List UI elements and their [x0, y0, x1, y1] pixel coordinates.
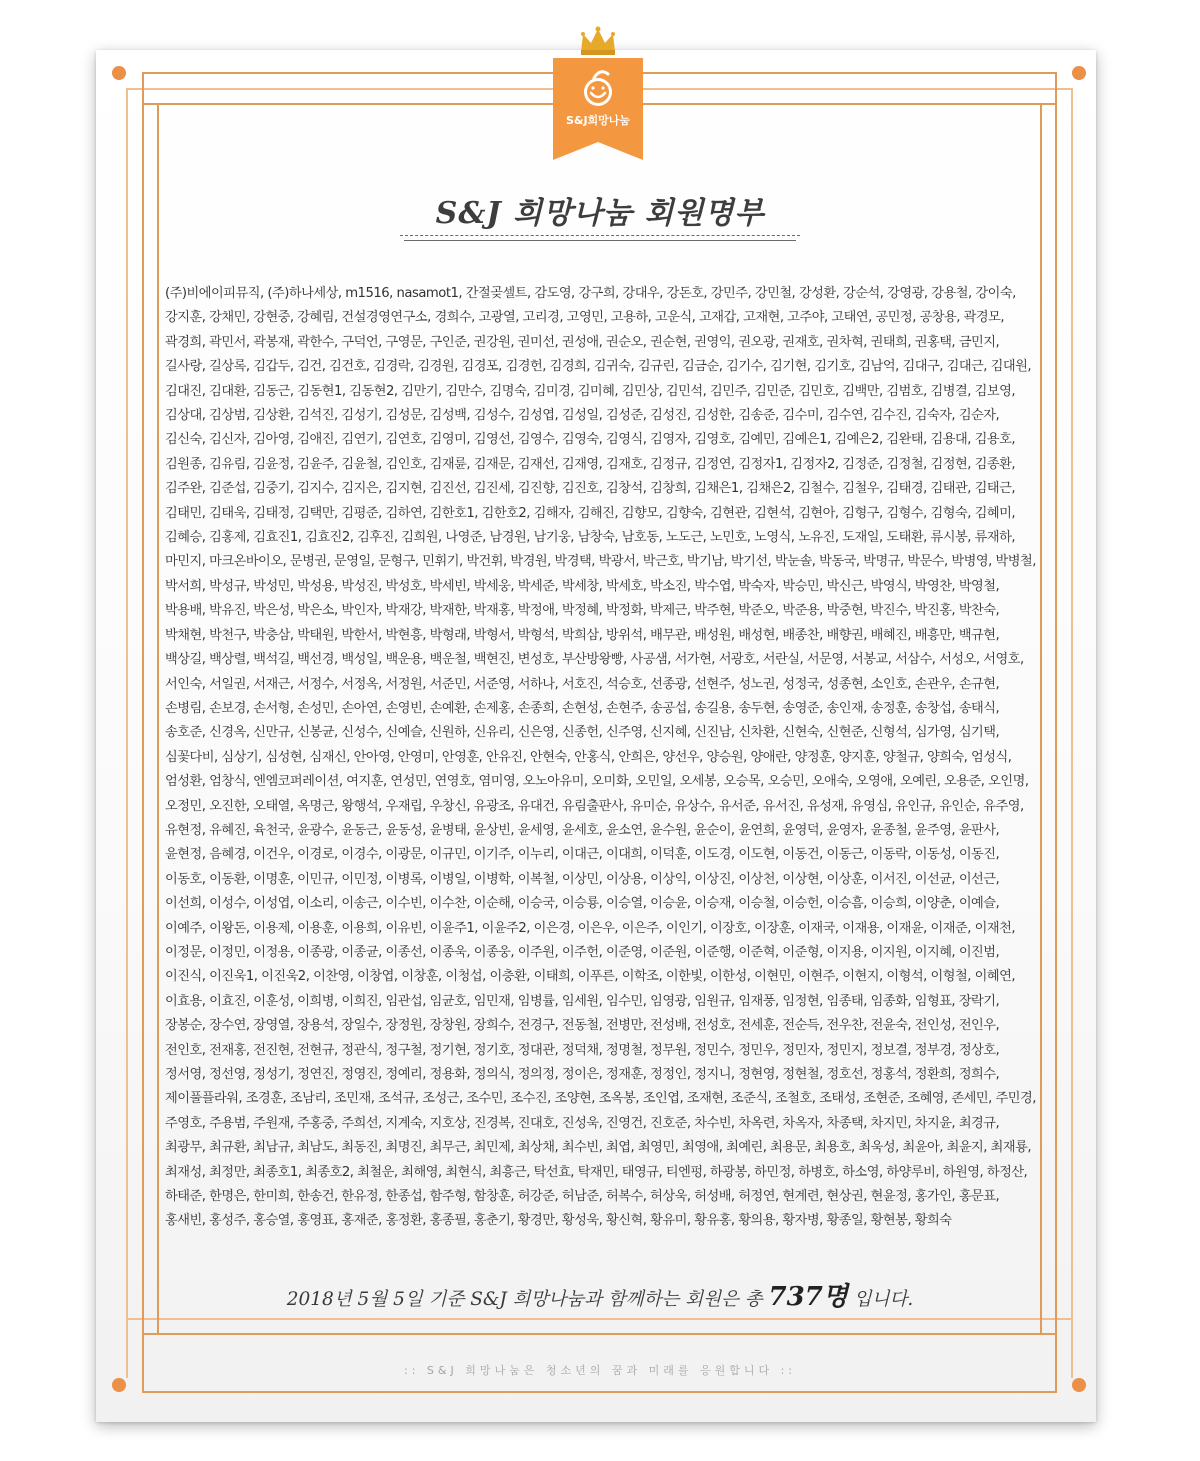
corner-ornament-icon	[112, 1378, 126, 1392]
brand-name: S&J희망나눔	[565, 114, 631, 127]
corner-ornament-icon	[112, 66, 126, 80]
footer-slogan: :: S&J 희망나눔은 청소년의 꿈과 미래를 응원합니다 ::	[404, 1364, 796, 1377]
summary-suffix: 입니다.	[847, 1289, 914, 1310]
member-summary	[165, 1276, 1035, 1313]
member-count: 737명	[768, 1282, 848, 1312]
crown-icon	[579, 26, 617, 56]
brand-badge-ribbon	[553, 142, 643, 160]
summary-prefix: 2018년 5월 5일 기준 S&J 희망나눔과 함께하는 회원은 총	[286, 1289, 769, 1310]
title-divider	[400, 235, 800, 236]
page-title: S&J 희망나눔 회원명부	[435, 196, 765, 231]
corner-ornament-icon	[1072, 66, 1086, 80]
smiling-face-logo-icon	[574, 66, 622, 110]
member-list: (주)비에이피뮤직, (주)하나세상, m1516, nasamot1, 간절곶셀트, 감도영, 강구희, 강대우, 강돈호, 강민주, 강민철, 강성환, 강순석, 강영광, 강용철, 강이숙, 강지훈, 강채민, 강현중, 강혜림, 건설경영연구소, 경희수, 고광열, 고리경, 고영민, 고용하, 고운식, 고재갑, 고재현, 고주야, 고태연, 공민정, 공창용, 곽경모, 곽경희, 곽민서, 곽봉재, 곽한수, 구덕언, 구영문, 구인준, 권강원, 권미선, 권성애, 권순오, 권순현, 권영익, 권오광, 권재호, 권차혁, 권태희, 권홍택, 금민지, 길사랑, 길상록, 김갑두, 김건, 김건호, 김경락, 김경원, 김경포, 김경헌, 김경희, 김귀숙, 김규린, 김금순, 김기수, 김기현, 김기호, 김남억, 김대구, 김대근, 김대원, 김대진, 김대환, 김동근, 김동현1, 김동현2, 김만기, 김만수, 김명숙, 김미경, 김미혜, 김민상, 김민석, 김민주, 김민준, 김민호, 김백만, 김범호, 김병결, 김보영, 김상대, 김상범, 김상환, 김석진, 김성기, 김성문, 김성백, 김성수, 김성엽, 김성일, 김성준, 김성진, 김성한, 김송준, 김수미, 김수연, 김수진, 김숙자, 김순자, 김신숙, 김신자, 김아영, 김애진, 김연기, 김연호, 김영미, 김영선, 김영수, 김영숙, 김영식, 김영자, 김영호, 김예민, 김예은1, 김예은2, 김완태, 김용대, 김용호, 김원종, 김유림, 김윤정, 김윤주, 김윤철, 김인호, 김재륜, 김재문, 김재선, 김재영, 김재호, 김정규, 김정연, 김정자1, 김정자2, 김정준, 김정철, 김정현, 김종환, 김주완, 김준섭, 김중기, 김지수, 김지은, 김지현, 김진선, 김진세, 김진향, 김진호, 김창석, 김창희, 김채은1, 김채은2, 김철수, 김철우, 김태경, 김태관, 김태근, 김태민, 김태욱, 김태정, 김택만, 김평준, 김하연, 김한호1, 김한호2, 김해자, 김해진, 김향모, 김향숙, 김현관, 김현석, 김현아, 김형구, 김형수, 김형숙, 김혜미, 김혜승, 김홍제, 김효진1, 김효진2, 김후진, 김희원, 나영준, 남경원, 남기웅, 남창숙, 남호동, 노도근, 노민호, 노영식, 노유진, 도재일, 도태환, 류시봉, 류재하, 마민지, 마크온바이오, 문병권, 문영일, 문형구, 민휘기, 박건휘, 박경원, 박경택, 박광서, 박근호, 박기남, 박기선, 박눈솔, 박동국, 박명규, 박문수, 박병영, 박병철, 박서희, 박성규, 박성민, 박성용, 박성진, 박성호, 박세빈, 박세웅, 박세준, 박세창, 박세호, 박소진, 박수엽, 박숙자, 박승민, 박신근, 박영식, 박영찬, 박영철, 박용배, 박유진, 박은성, 박은소, 박인자, 박재강, 박재한, 박재홍, 박정애, 박정혜, 박정화, 박제근, 박주현, 박준오, 박준용, 박중현, 박진수, 박진홍, 박찬숙, 박채현, 박천구, 박충삼, 박태원, 박한서, 박현흥, 박형래, 박형서, 박형석, 박희삼, 방위석, 배무관, 배성원, 배성현, 배종찬, 배향권, 배혜진, 배흥만, 백규현, 백상길, 백상렬, 백석길, 백선경, 백성일, 백운용, 백운철, 백현진, 변성호, 부산방왕빵, 사공샘, 서가현, 서광호, 서란실, 서문영, 서봉교, 서삼수, 서성오, 서영호, 서인숙, 서일권, 서재근, 서정수, 서정옥, 서정원, 서준민, 서준영, 서하나, 서호진, 석승호, 선종광, 선현주, 성노권, 성정국, 성종현, 소인호, 손관우, 손규현, 손병림, 손보경, 손서형, 손성민, 손아연, 손영빈, 손예환, 손제홍, 손종희, 손현성, 손현주, 송공섭, 송길용, 송두현, 송영준, 송인재, 송정훈, 송창섭, 송태식, 송호준, 신경옥, 신만규, 신봉균, 신성수, 신예슬, 신원하, 신유리, 신은영, 신종헌, 신주영, 신지혜, 신진남, 신차환, 신현숙, 신현준, 신형석, 심가영, 심기택, 심꽃다비, 심상기, 심성현, 심재신, 안아영, 안영미, 안영훈, 안유진, 안현숙, 안홍식, 안희은, 양선우, 양승원, 양애란, 양정훈, 양지훈, 양철규, 양희숙, 엄성식, 엄성환, 엄창식, 엔엠코퍼레이션, 여지훈, 연성민, 연영호, 염미영, 오노아유미, 오미화, 오민일, 오세봉, 오승목, 오승민, 오애숙, 오영애, 오예린, 오용준, 오인명, 오정민, 오진한, 오태열, 옥명근, 왕행석, 우재립, 우창신, 유광조, 유대건, 유림출판사, 유미순, 유상수, 유서준, 유서진, 유성재, 유영심, 유인규, 유인순, 유주영, 유현정, 유혜진, 육천국, 윤광수, 윤동근, 윤동성, 윤병태, 윤상빈, 윤세영, 윤세호, 윤소연, 윤수원, 윤순이, 윤연희, 윤영덕, 윤영자, 윤종철, 윤주영, 윤판사, 윤현정, 음혜경, 이건우, 이경로, 이경수, 이광문, 이규민, 이기주, 이누리, 이대근, 이대희, 이덕훈, 이도경, 이도현, 이동건, 이동근, 이동락, 이동성, 이동진, 이동호, 이동환, 이명훈, 이민규, 이민정, 이병록, 이병일, 이병학, 이복철, 이상민, 이상용, 이상익, 이상진, 이상천, 이상현, 이상훈, 이서진, 이선균, 이선근, 이선희, 이성수, 이성엽, 이소리, 이송근, 이수빈, 이수찬, 이순해, 이승국, 이승룡, 이승열, 이승윤, 이승재, 이승철, 이승헌, 이승흠, 이승희, 이양춘, 이예슬, 이예주, 이왕돈, 이용제, 이용훈, 이용희, 이유빈, 이윤주1, 이윤주2, 이은경, 이은우, 이은주, 이인기, 이장호, 이장훈, 이재국, 이재용, 이재윤, 이재준, 이재천, 이정문, 이정민, 이정용, 이종광, 이종균, 이종선, 이종욱, 이종웅, 이주원, 이주헌, 이준영, 이준원, 이준행, 이준혁, 이준형, 이지용, 이지원, 이지혜, 이진범, 이진식, 이진욱1, 이진욱2, 이찬영, 이창엽, 이창훈, 이청섭, 이충환, 이태희, 이푸른, 이학조, 이한빛, 이한성, 이현민, 이현주, 이현지, 이형석, 이형철, 이혜연, 이효용, 이효진, 이훈성, 이희병, 이희진, 임관섭, 임균호, 임민재, 임병률, 임세원, 임수민, 임영광, 임원규, 임재풍, 임정현, 임종태, 임종화, 임형표, 장락기, 장봉순, 장수연, 장영열, 장용석, 장일수, 장정원, 장창원, 장희수, 전경구, 전동철, 전병만, 전성배, 전성호, 전세훈, 전순득, 전우찬, 전윤숙, 전인성, 전인우, 전인호, 전재홍, 전진현, 전현규, 정관식, 정구철, 정기현, 정기호, 정대관, 정덕채, 정명철, 정무원, 정민수, 정민우, 정민자, 정민지, 정보결, 정부경, 정상호, 정서영, 정선영, 정성기, 정연진, 정영진, 정예리, 정용화, 정의식, 정의정, 정이은, 정재훈, 정정인, 정지니, 정현영, 정현철, 정호선, 정홍석, 정환희, 정희수, 제이풀플라워, 조경훈, 조남리, 조민재, 조석규, 조성근, 조수민, 조수진, 조양현, 조옥봉, 조인엽, 조재현, 조준식, 조철호, 조태성, 조현준, 조혜영, 존세민, 주민경, 주영호, 주용범, 주원재, 주홍중, 주희선, 지계숙, 지호상, 진경복, 진대호, 진성욱, 진영건, 진호준, 차수빈, 차옥련, 차옥자, 차종택, 차지민, 차지윤, 최경규, 최광무, 최규환, 최남규, 최남도, 최동진, 최명진, 최무근, 최민제, 최상채, 최수빈, 최엽, 최영민, 최영애, 최예린, 최용문, 최용호, 최욱성, 최윤아, 최윤지, 최재룡, 최재성, 최정만, 최종호1, 최종호2, 최철운, 최해영, 최현식, 최흥근, 탁선효, 탁재민, 태영규, 티엔펑, 하광봉, 하민정, 하병호, 하소영, 하양루비, 하원영, 하정산, 하태준, 한명은, 한미희, 한송건, 한유정, 한종섭, 함주형, 함창훈, 허강준, 허남준, 허복수, 허상욱, 허성배, 허정연, 현계련, 현상권, 현윤정, 홍가인, 홍문표, 홍새빈, 홍성주, 홍승열, 홍영표, 홍재준, 홍정환, 홍종필, 홍춘기, 황경만, 황성욱, 황신혁, 황유미, 황유홍, 황의용, 황자병, 황종일, 황현봉, 황희숙	[165, 286, 1036, 1229]
corner-ornament-icon	[1072, 1378, 1086, 1392]
title-divider-line	[404, 240, 796, 241]
